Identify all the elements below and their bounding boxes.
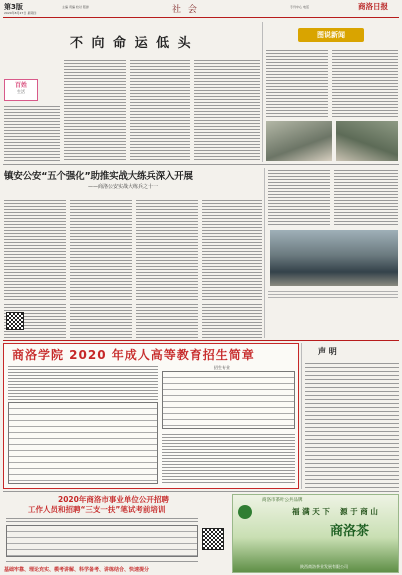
news-body-col2	[332, 48, 398, 118]
life-badge	[4, 79, 38, 101]
college-notes	[162, 432, 295, 484]
feature-photo	[270, 230, 398, 286]
feature-body-col3	[136, 198, 198, 300]
column-divider	[262, 22, 263, 162]
recruit-qr	[202, 528, 224, 550]
enroll-table-title: 招生专业	[214, 365, 230, 370]
feature-body-col5	[268, 168, 330, 226]
tea-company: 陕西商洛茶业发展有限公司	[300, 564, 348, 569]
college-intro	[8, 364, 158, 400]
news-photo-left	[266, 121, 332, 161]
header-contact: 专刊中心 电话	[290, 5, 309, 9]
feature-body-col6	[334, 168, 398, 226]
feature-body-col7	[4, 302, 262, 338]
section-divider-2	[3, 340, 399, 341]
feature-title: 镇安公安“五个强化”助推实战大练兵深入开展	[4, 171, 193, 182]
section-divider-1	[3, 164, 399, 165]
feature-body-col4	[202, 198, 262, 300]
feature-body-col2	[70, 198, 132, 300]
article-title: 不 向 命 运 低 头	[70, 36, 193, 51]
qr-code	[6, 312, 24, 330]
tea-ad-top: 商洛市茶叶公共品牌	[262, 498, 303, 503]
masthead-logo: 商洛日报	[358, 2, 388, 11]
recruit-title-1: 2020年商洛市事业单位公开招聘	[58, 495, 169, 504]
column-divider-2	[264, 168, 265, 338]
section-divider-3	[3, 491, 399, 492]
page-header	[0, 0, 402, 18]
feature-subtitle: ——商洛公安实战大练兵之十一	[88, 184, 159, 190]
enroll-table	[162, 371, 295, 429]
article-body-col1	[4, 104, 60, 162]
college-ad-title: 商洛学院 2020 年成人高等教育招生简章	[12, 348, 255, 362]
recruit-title-2: 工作人员和招聘“三支一扶”笔试考前培训	[28, 505, 166, 514]
article-body-col2	[64, 58, 126, 162]
news-badge-label: 图说新闻	[317, 31, 345, 39]
news-photo-right	[336, 121, 398, 161]
tea-logo-icon	[238, 505, 252, 519]
article-body-col4	[194, 58, 260, 162]
feature-photo-caption	[268, 289, 398, 299]
news-badge	[298, 28, 364, 42]
section-title: 社 会	[172, 5, 199, 15]
recruit-table	[6, 525, 198, 557]
feature-body-col1	[4, 198, 66, 300]
header-staff: 主编 责编 校对 照排	[62, 5, 89, 9]
header-rule	[3, 17, 399, 18]
news-body-col1	[266, 48, 328, 118]
life-badge-sub: 生活	[17, 89, 25, 94]
declaration-body	[305, 360, 399, 488]
declaration-title: 声 明	[318, 347, 337, 356]
page-date: 2020年8月27日 星期四	[4, 11, 37, 15]
recruit-intro	[6, 516, 198, 524]
tea-brand: 商洛茶	[330, 524, 370, 539]
article-body-col3	[130, 58, 190, 162]
recruit-contact	[6, 559, 198, 564]
column-divider-3	[301, 343, 302, 489]
life-badge-text: 百姓	[14, 82, 27, 89]
tea-slogan-2: 源 于 商 山	[340, 507, 378, 516]
recruit-footer: 基础牢靠、理论充实、模考讲解、科学备考、讲练结合、快速提分	[4, 567, 150, 573]
major-table	[8, 402, 158, 484]
page-number: 第3版	[4, 3, 23, 11]
tea-slogan-1: 福 满 天 下	[292, 507, 330, 516]
